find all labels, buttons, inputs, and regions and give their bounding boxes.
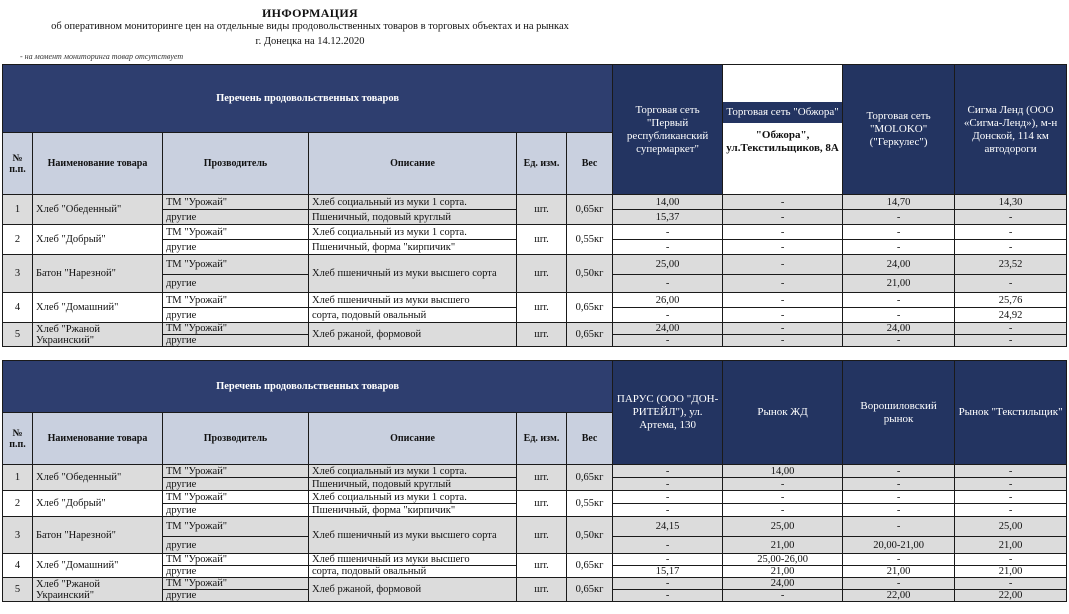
weight: 0,65кг — [567, 293, 613, 323]
network-header — [723, 361, 843, 465]
document-title: ИНФОРМАЦИЯ — [262, 6, 358, 20]
price-cell: - — [723, 590, 843, 602]
price-cell: 14,00 — [613, 195, 723, 210]
row-number: 4 — [3, 554, 33, 578]
col-name: Наименование товара — [33, 133, 163, 195]
description: Хлеб пшеничный из муки высшего сорта — [309, 255, 517, 293]
price-cell: 22,00 — [955, 590, 1067, 602]
weight: 0,65кг — [567, 554, 613, 578]
weight: 0,50кг — [567, 255, 613, 293]
unit: шт. — [517, 225, 567, 255]
network-name: Сигма Ленд (ООО «Сигма-Ленд»), м-н Донской, 114 км автодороги — [963, 103, 1058, 155]
producer: ТМ "Урожай" — [163, 195, 309, 210]
price-cell: - — [613, 504, 723, 517]
unit: шт. — [517, 323, 567, 347]
description: Хлеб пшеничный из муки высшего — [309, 554, 517, 566]
product-name: Хлеб "Добрый" — [33, 491, 163, 517]
weight: 0,55кг — [567, 225, 613, 255]
table-row — [3, 465, 1067, 478]
producer: ТМ "Урожай" — [163, 465, 309, 478]
description: Хлеб пшеничный из муки высшего — [309, 293, 517, 308]
price-cell: - — [955, 554, 1067, 566]
price-cell: 24,00 — [843, 323, 955, 335]
price-cell: 24,15 — [613, 517, 723, 537]
producer: другие — [163, 537, 309, 554]
price-cell: 21,00 — [955, 537, 1067, 554]
col-weight: Вес — [567, 413, 613, 465]
price-cell: - — [955, 335, 1067, 347]
row-number: 1 — [3, 465, 33, 491]
row-number: 1 — [3, 195, 33, 225]
price-cell: - — [843, 335, 955, 347]
description: Хлеб ржаной, формовой — [309, 323, 517, 347]
product-name: Батон "Нарезной" — [33, 255, 163, 293]
price-cell: - — [843, 210, 955, 225]
price-cell: - — [723, 275, 843, 293]
price-cell: 21,00 — [843, 566, 955, 578]
price-cell: - — [843, 293, 955, 308]
price-cell: - — [723, 308, 843, 323]
producer: другие — [163, 478, 309, 491]
col-name: Наименование товара — [33, 413, 163, 465]
table-row — [3, 323, 1067, 335]
producer: другие — [163, 210, 309, 225]
network-header — [613, 361, 723, 465]
price-cell: - — [723, 491, 843, 504]
absence-note: - на момент мониторинга товар отсутствует — [20, 52, 184, 61]
product-name: Хлеб "Домашний" — [33, 554, 163, 578]
description: Пшеничный, подовый круглый — [309, 210, 517, 225]
col-unit: Ед. изм. — [517, 133, 567, 195]
weight: 0,55кг — [567, 491, 613, 517]
network-header — [613, 65, 723, 195]
price-cell: 22,00 — [843, 590, 955, 602]
price-cell: 21,00 — [723, 566, 843, 578]
price-cell: - — [723, 335, 843, 347]
price-cell: 15,17 — [613, 566, 723, 578]
price-cell: - — [613, 308, 723, 323]
unit: шт. — [517, 293, 567, 323]
row-number: 2 — [3, 491, 33, 517]
price-cell: - — [613, 590, 723, 602]
producer: ТМ "Урожай" — [163, 578, 309, 590]
network-name: Торговая сеть "Обжора" — [723, 102, 842, 123]
price-cell: - — [613, 465, 723, 478]
price-cell: - — [613, 275, 723, 293]
weight: 0,65кг — [567, 578, 613, 602]
weight: 0,65кг — [567, 323, 613, 347]
price-cell: - — [955, 210, 1067, 225]
price-cell: 26,00 — [613, 293, 723, 308]
description: Хлеб социальный из муки 1 сорта. — [309, 225, 517, 240]
price-cell: - — [955, 504, 1067, 517]
price-cell: - — [843, 578, 955, 590]
document-subtitle: об оперативном мониторинге цен на отдельные виды продовольственных товаров в торговых объектах и на рынках — [51, 21, 569, 32]
price-cell: - — [613, 491, 723, 504]
description: Хлеб социальный из муки 1 сорта. — [309, 465, 517, 478]
price-cell: - — [843, 517, 955, 537]
price-cell: - — [955, 225, 1067, 240]
price-cell: - — [613, 554, 723, 566]
row-number: 2 — [3, 225, 33, 255]
col-description: Описание — [309, 413, 517, 465]
product-name: Хлеб "Обеденный" — [33, 195, 163, 225]
producer: ТМ "Урожай" — [163, 491, 309, 504]
price-cell: - — [723, 225, 843, 240]
network-name: Рынок "Текстильщик" — [958, 406, 1063, 418]
unit: шт. — [517, 255, 567, 293]
price-cell: 25,00-26,00 — [723, 554, 843, 566]
price-cell: 24,92 — [955, 308, 1067, 323]
document-place-date: г. Донецка на 14.12.2020 — [255, 36, 365, 47]
price-cell: - — [723, 323, 843, 335]
price-cell: - — [723, 195, 843, 210]
description: Хлеб ржаной, формовой — [309, 578, 517, 602]
network-address: "Обжора", ул.Текстильщиков, 8А — [726, 129, 839, 154]
producer: другие — [163, 240, 309, 255]
description: сорта, подовый овальный — [309, 308, 517, 323]
price-cell: - — [955, 240, 1067, 255]
product-name: Хлеб "Добрый" — [33, 225, 163, 255]
description: Пшеничный, форма "кирпичик" — [309, 240, 517, 255]
producer: ТМ "Урожай" — [163, 323, 309, 335]
price-cell: - — [613, 240, 723, 255]
unit: шт. — [517, 554, 567, 578]
table-row — [3, 491, 1067, 504]
network-name: Ворошиловский рынок — [860, 399, 937, 425]
price-cell: - — [843, 240, 955, 255]
unit: шт. — [517, 195, 567, 225]
price-cell: - — [723, 504, 843, 517]
producer: ТМ "Урожай" — [163, 225, 309, 240]
product-name: Хлеб "Домашний" — [33, 293, 163, 323]
price-cell: 24,00 — [843, 255, 955, 275]
producer: ТМ "Урожай" — [163, 255, 309, 275]
producer: ТМ "Урожай" — [163, 554, 309, 566]
price-cell: 25,00 — [723, 517, 843, 537]
price-cell: 14,00 — [723, 465, 843, 478]
price-cell: - — [843, 465, 955, 478]
unit: шт. — [517, 465, 567, 491]
price-cell: - — [843, 478, 955, 491]
network-name: Рынок ЖД — [757, 406, 808, 418]
price-cell: 14,30 — [955, 195, 1067, 210]
price-cell: 24,00 — [723, 578, 843, 590]
price-cell: 21,00 — [843, 275, 955, 293]
section-title: Перечень продовольственных товаров — [3, 361, 613, 413]
col-description: Описание — [309, 133, 517, 195]
price-cell: - — [843, 554, 955, 566]
col-maker: Прозводитель — [163, 133, 309, 195]
table-row — [3, 578, 1067, 590]
product-name: Батон "Нарезной" — [33, 517, 163, 554]
price-cell: - — [955, 323, 1067, 335]
network-header — [843, 65, 955, 195]
price-cell: 20,00-21,00 — [843, 537, 955, 554]
description: Пшеничный, подовый круглый — [309, 478, 517, 491]
price-cell: 14,70 — [843, 195, 955, 210]
price-cell: - — [613, 335, 723, 347]
weight: 0,65кг — [567, 465, 613, 491]
network-header — [843, 361, 955, 465]
section-title: Перечень продовольственных товаров — [3, 65, 613, 133]
description: Пшеничный, форма "кирпичик" — [309, 504, 517, 517]
row-number: 3 — [3, 517, 33, 554]
row-number: 5 — [3, 323, 33, 347]
col-maker: Прозводитель — [163, 413, 309, 465]
price-cell: 25,76 — [955, 293, 1067, 308]
price-cell: - — [843, 225, 955, 240]
price-cell: - — [843, 491, 955, 504]
network-name: Торговая сеть "MOLOKO" ("Геркулес") — [866, 110, 931, 148]
network-name: ПАРУС (ООО "ДОН-РИТЕЙЛ"), ул. Артема, 130 — [616, 393, 719, 431]
weight: 0,50кг — [567, 517, 613, 554]
producer: другие — [163, 590, 309, 602]
price-cell: - — [613, 537, 723, 554]
table-row — [3, 293, 1067, 308]
price-cell: 15,37 — [613, 210, 723, 225]
price-cell: - — [955, 478, 1067, 491]
row-number: 5 — [3, 578, 33, 602]
table-row — [3, 225, 1067, 240]
price-cell: - — [613, 225, 723, 240]
price-cell: 21,00 — [955, 566, 1067, 578]
table-row — [3, 554, 1067, 566]
producer: другие — [163, 504, 309, 517]
table-row — [3, 517, 1067, 537]
producer: другие — [163, 275, 309, 293]
producer: другие — [163, 566, 309, 578]
price-cell: - — [723, 255, 843, 275]
col-unit: Ед. изм. — [517, 413, 567, 465]
price-table-1 — [2, 64, 1067, 347]
network-header — [955, 361, 1067, 465]
product-name: Хлеб "Ржаной Украинский" — [33, 323, 163, 347]
col-weight: Вес — [567, 133, 613, 195]
producer: другие — [163, 308, 309, 323]
weight: 0,65кг — [567, 195, 613, 225]
table-row — [3, 255, 1067, 275]
row-number: 4 — [3, 293, 33, 323]
price-cell: 23,52 — [955, 255, 1067, 275]
unit: шт. — [517, 517, 567, 554]
price-cell: - — [723, 210, 843, 225]
description: Хлеб пшеничный из муки высшего сорта — [309, 517, 517, 554]
price-cell: - — [723, 240, 843, 255]
price-cell: - — [723, 293, 843, 308]
price-cell: - — [613, 578, 723, 590]
network-header — [955, 65, 1067, 195]
unit: шт. — [517, 578, 567, 602]
price-cell: 21,00 — [723, 537, 843, 554]
price-cell: 24,00 — [613, 323, 723, 335]
producer: другие — [163, 335, 309, 347]
price-cell: - — [613, 478, 723, 491]
price-cell: - — [955, 275, 1067, 293]
description: Хлеб социальный из муки 1 сорта. — [309, 195, 517, 210]
price-cell: 25,00 — [955, 517, 1067, 537]
col-number: № п.п. — [3, 413, 33, 465]
network-header — [723, 65, 843, 195]
price-cell: 25,00 — [613, 255, 723, 275]
row-number: 3 — [3, 255, 33, 293]
producer: ТМ "Урожай" — [163, 517, 309, 537]
description: Хлеб социальный из муки 1 сорта. — [309, 491, 517, 504]
network-name: Торговая сеть "Первый республиканский супермаркет" — [626, 103, 709, 155]
price-cell: - — [955, 491, 1067, 504]
description: сорта, подовый овальный — [309, 566, 517, 578]
table-row — [3, 195, 1067, 210]
price-cell: - — [955, 578, 1067, 590]
price-cell: - — [843, 504, 955, 517]
price-cell: - — [723, 478, 843, 491]
price-cell: - — [843, 308, 955, 323]
col-number: № п.п. — [3, 133, 33, 195]
unit: шт. — [517, 491, 567, 517]
price-cell: - — [955, 465, 1067, 478]
product-name: Хлеб "Ржаной Украинский" — [33, 578, 163, 602]
price-table-2 — [2, 360, 1067, 602]
product-name: Хлеб "Обеденный" — [33, 465, 163, 491]
producer: ТМ "Урожай" — [163, 293, 309, 308]
